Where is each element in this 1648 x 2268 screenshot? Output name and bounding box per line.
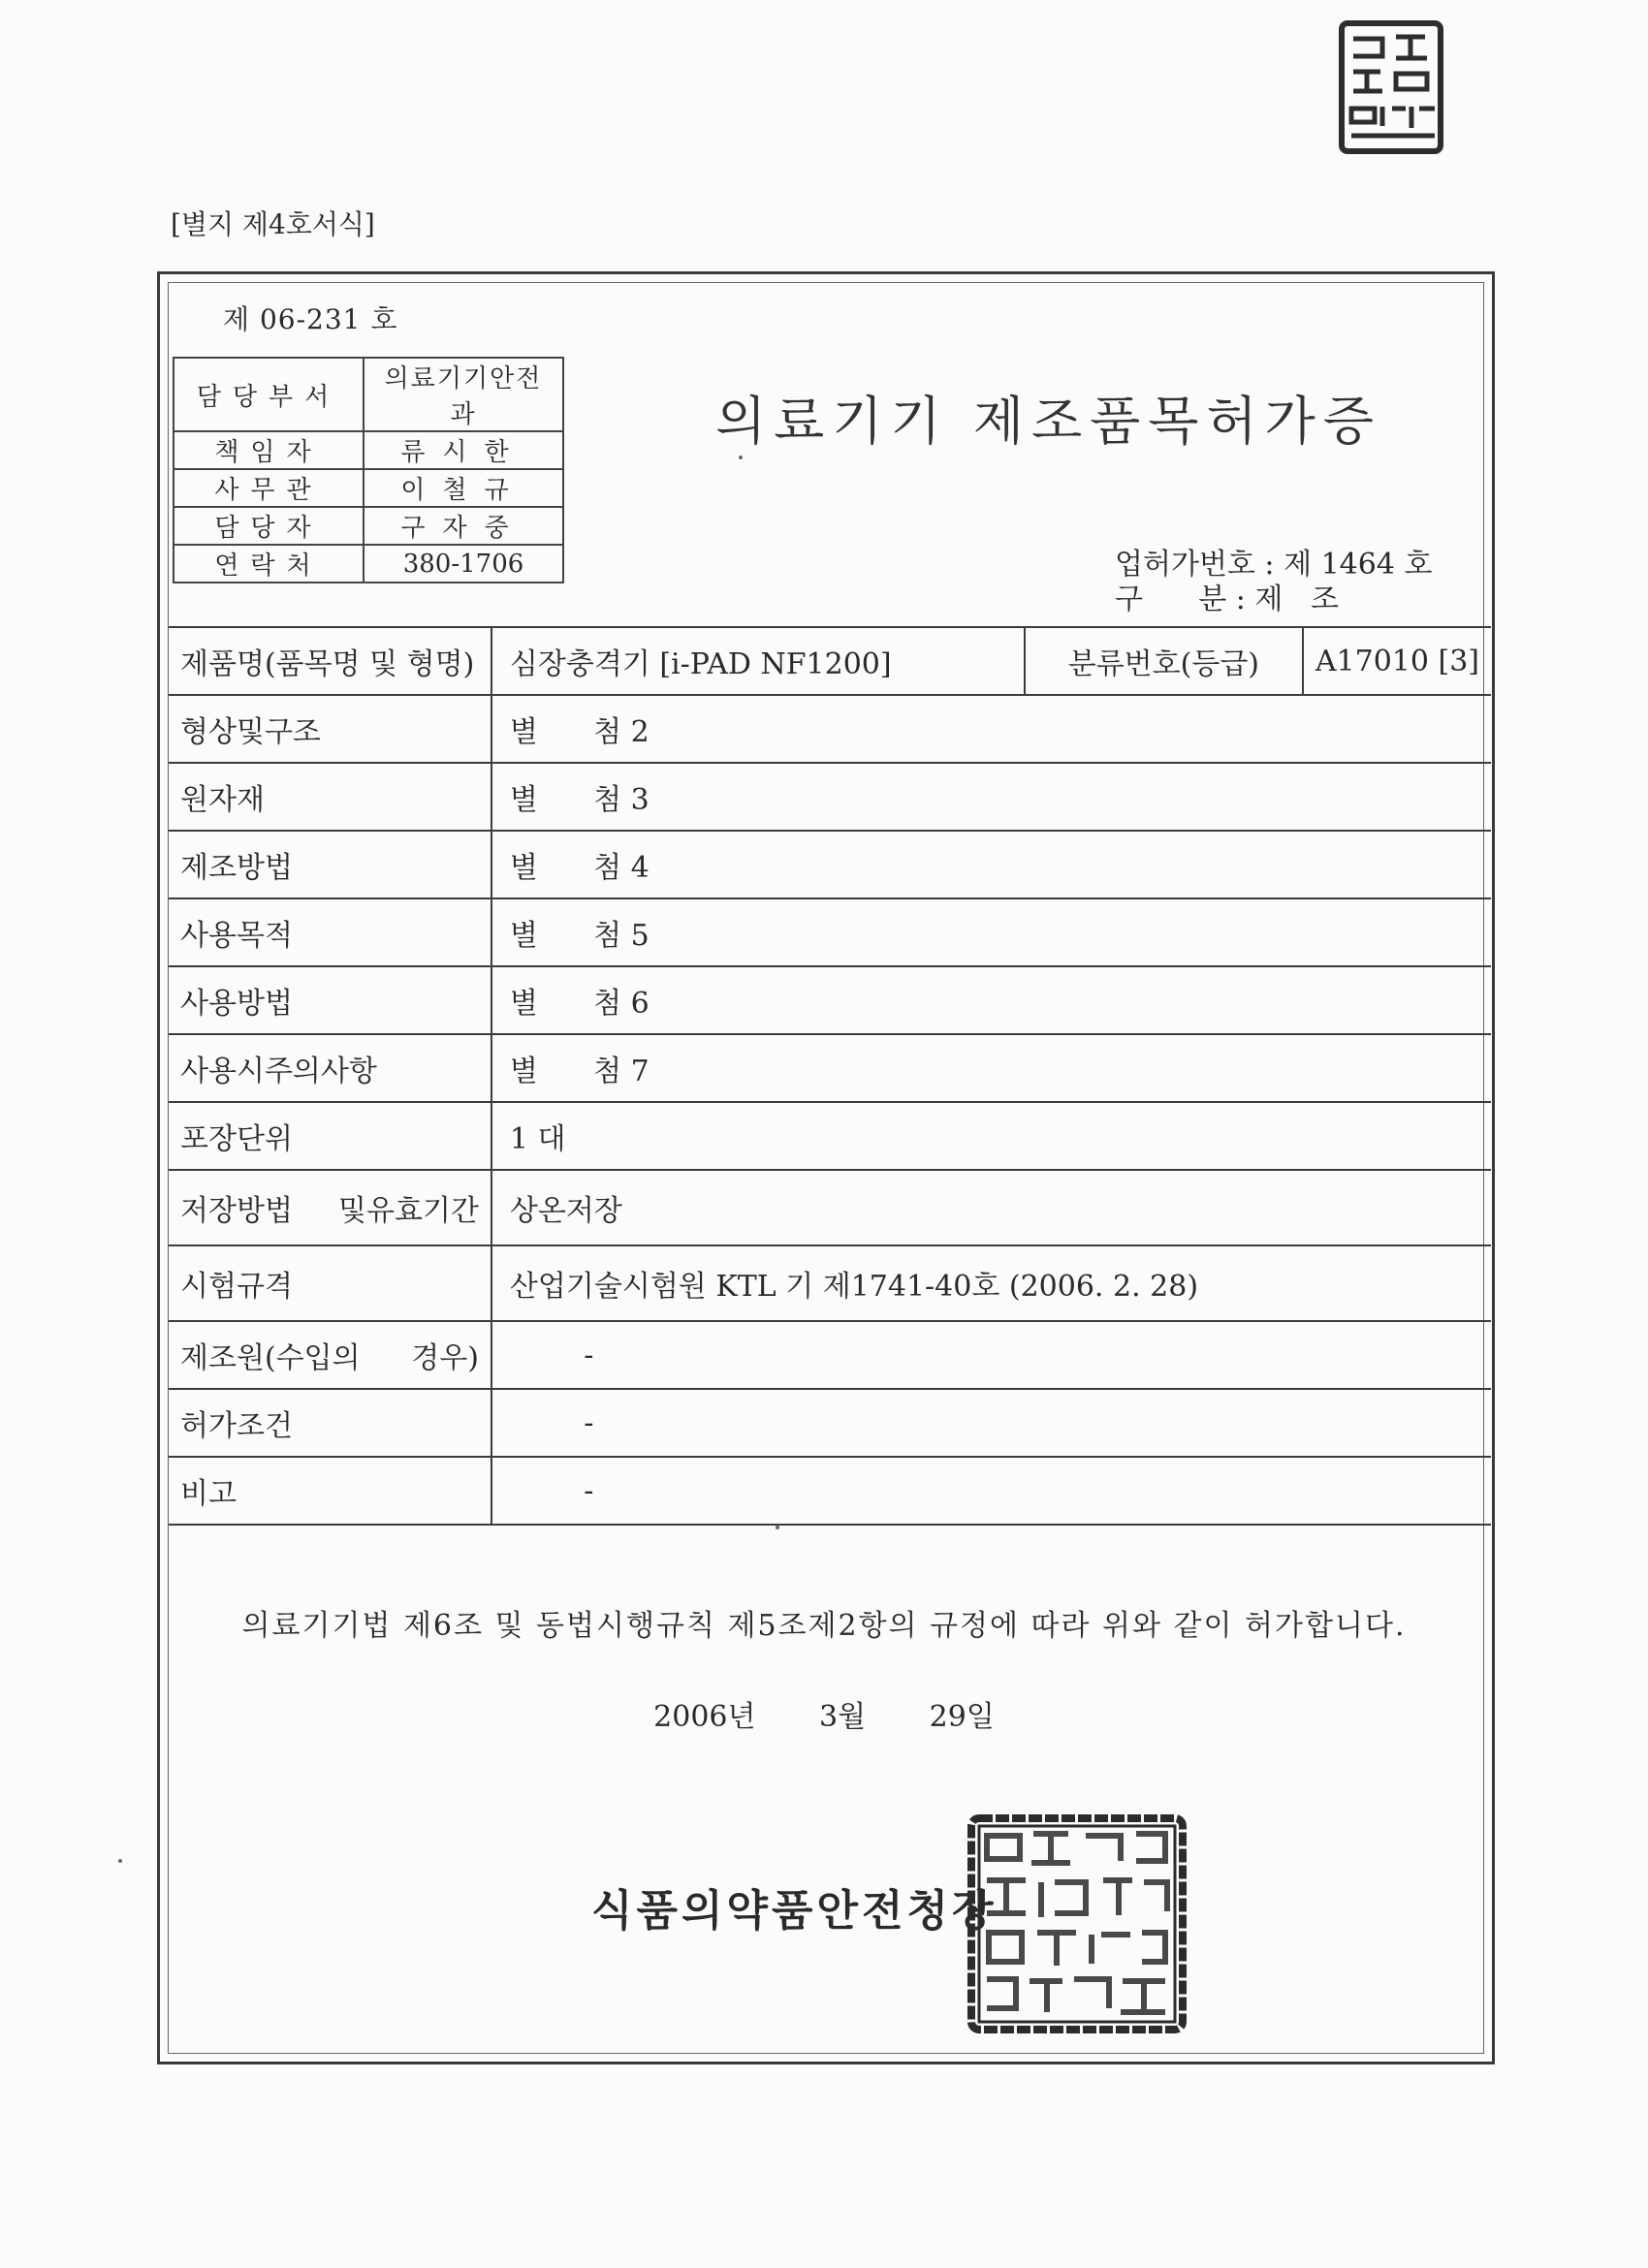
table-row: [169, 1321, 1491, 1389]
row-label: 허가조건: [169, 1389, 491, 1457]
table-row: [169, 1170, 1491, 1245]
speck: [118, 1859, 122, 1863]
form-code-label: [별지 제4호서식]: [171, 208, 375, 240]
row-label: 원자재: [169, 763, 491, 831]
table-row: [169, 966, 1491, 1034]
row-label: 제조원(수입의 경우): [169, 1321, 491, 1389]
dept-value: 의료기기안전과: [364, 358, 563, 431]
license-number-line: 업허가번호 : 제 1464 호: [1115, 548, 1433, 582]
issue-year: 2006년: [653, 1700, 756, 1734]
classification-value: A17010 [3]: [1303, 627, 1491, 695]
license-meta: [1115, 548, 1432, 617]
dept-value: 구자중: [364, 507, 563, 545]
row-value: 1 대: [491, 1102, 1491, 1170]
row-label: 비고: [169, 1457, 491, 1525]
dept-label: 연락처: [174, 545, 364, 583]
certificate-title: 의료기기 제조품목허가증: [715, 391, 1381, 452]
classification-label: 분류번호(등급): [1025, 627, 1303, 695]
row-label: 저장방법 및유효기간: [169, 1170, 491, 1245]
row-label: 시험규격: [169, 1245, 491, 1321]
row-value: 별 첨 2: [491, 695, 1491, 763]
dept-row: [174, 358, 563, 431]
row-label: 사용목적: [169, 898, 491, 966]
document-number: 제 06-231 호: [223, 303, 398, 335]
dept-value: 380-1706: [364, 545, 563, 583]
product-name-value: 심장충격기 [i-PAD NF1200]: [491, 627, 1025, 695]
department-table: [173, 357, 564, 583]
table-row: [169, 1389, 1491, 1457]
issue-date: [0, 1692, 1648, 1735]
dept-label: 사무관: [174, 469, 364, 507]
product-name-label: 제품명(품목명 및 형명): [169, 627, 491, 695]
table-row: [169, 898, 1491, 966]
row-value: -: [491, 1457, 1491, 1525]
official-seal-stamp: [966, 1812, 1188, 2039]
dept-label: 담당자: [174, 507, 364, 545]
row-label: 포장단위: [169, 1102, 491, 1170]
table-row: [169, 1245, 1491, 1321]
issue-month: 3월: [819, 1700, 867, 1734]
row-value: -: [491, 1389, 1491, 1457]
dept-row: [174, 469, 563, 507]
dept-row: [174, 431, 563, 469]
dept-label: 담당부서: [174, 358, 364, 431]
speck: [776, 1526, 779, 1529]
dept-row: [174, 545, 563, 583]
table-row: [169, 763, 1491, 831]
table-row: [169, 695, 1491, 763]
product-info-table: [169, 626, 1491, 1526]
row-label: 제조방법: [169, 831, 491, 898]
top-seal-stamp: [1338, 19, 1444, 167]
category-line: 구 분 : 제 조: [1115, 583, 1339, 616]
row-label: 사용방법: [169, 966, 491, 1034]
approval-statement: 의료기기법 제6조 및 동법시행규칙 제5조제2항의 규정에 따라 위와 같이 허가합니다.: [241, 1609, 1407, 1643]
row-value: 별 첨 4: [491, 831, 1491, 898]
issue-day: 29일: [929, 1700, 995, 1734]
row-value: 별 첨 7: [491, 1034, 1491, 1102]
table-row: [169, 1457, 1491, 1525]
row-value: -: [491, 1321, 1491, 1389]
table-row: [169, 1102, 1491, 1170]
table-row: [169, 1034, 1491, 1102]
row-value: 별 첨 3: [491, 763, 1491, 831]
row-value: 별 첨 6: [491, 966, 1491, 1034]
dept-row: [174, 507, 563, 545]
row-label: 사용시주의사항: [169, 1034, 491, 1102]
dept-label: 책임자: [174, 431, 364, 469]
speck: [739, 456, 743, 459]
issuing-agency: 식품의약품안전청장: [591, 1886, 998, 1936]
row-value: 산업기술시험원 KTL 기 제1741-40호 (2006. 2. 28): [491, 1245, 1491, 1321]
dept-value: 이철규: [364, 469, 563, 507]
row-value: 상온저장: [491, 1170, 1491, 1245]
product-name-row: [169, 627, 1491, 695]
row-label: 형상및구조: [169, 695, 491, 763]
dept-value: 류시한: [364, 431, 563, 469]
table-row: [169, 831, 1491, 898]
row-value: 별 첨 5: [491, 898, 1491, 966]
